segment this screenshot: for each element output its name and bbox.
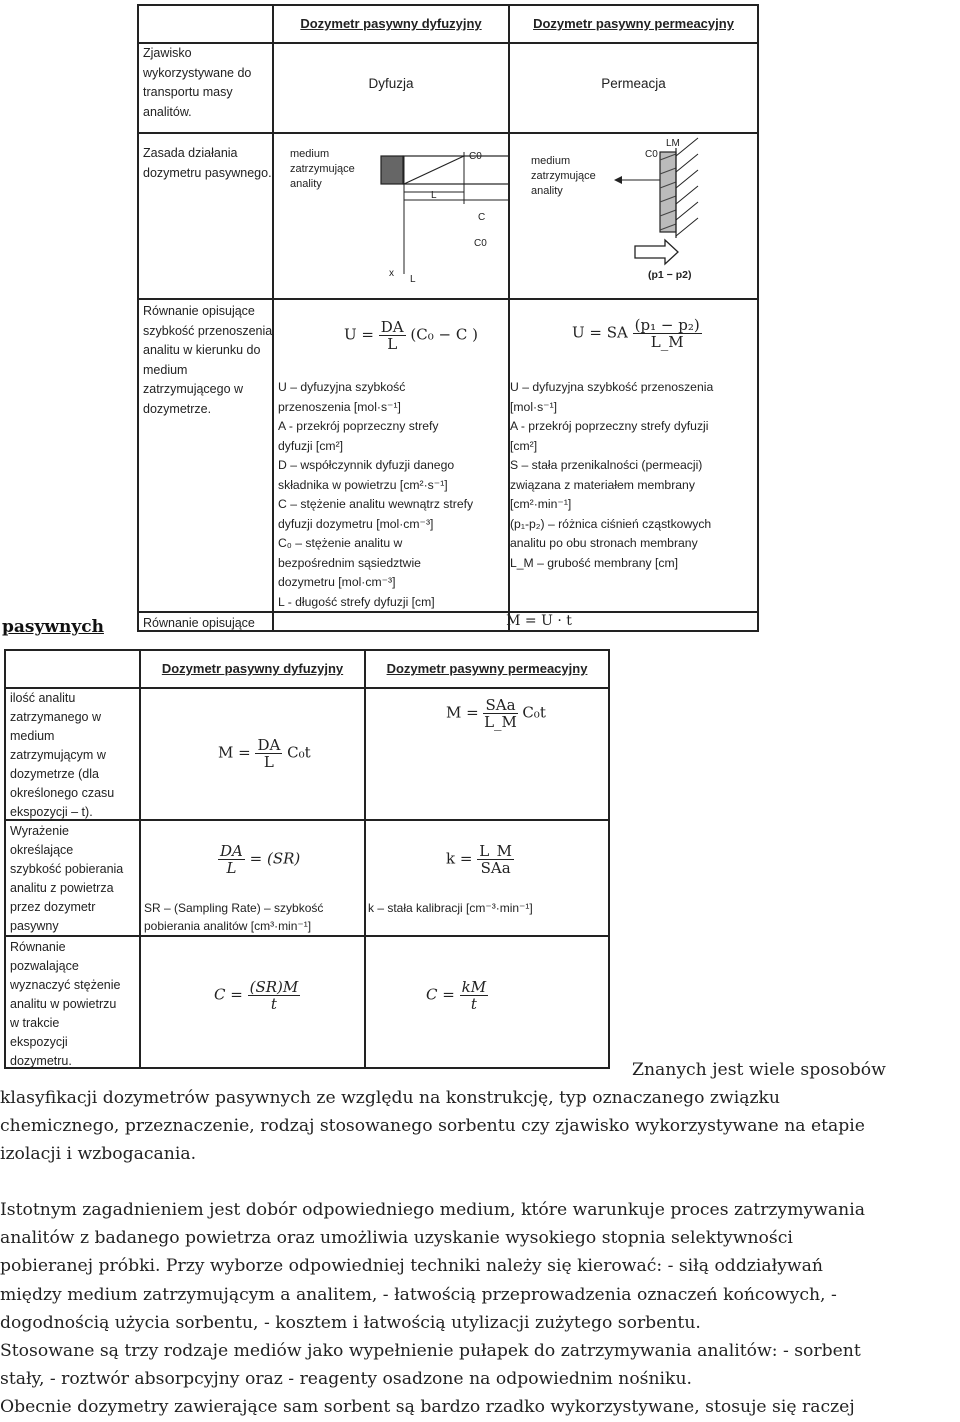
concentration-line xyxy=(404,156,464,184)
passive-dosimeter-table-1 xyxy=(137,4,759,632)
column-divider xyxy=(364,651,366,1067)
equation-mass-permeation: M = $\frac{\text{SAa}}{L\_M}$ C₀t xyxy=(446,696,546,731)
paragraph-2: Istotnym zagadnieniem jest dobór odpowiedniego medium, które warunkuje proces zatrzymywania analitów z badanego powietrza oraz umożliwia uzyskanie wysokiego stopnia selektywności pobieranej próbki. Przy wyborze odpowiedniej techniki należy się kierować: - siłą oddziaływań między medium zatrzymującym a analitem, - łatwością przeprowadzenia oznaczeń końcowych, - dogodnością użycia sorbentu, - kosztem i łatwością utylizacji zużytego sorbentu. Stosowane są trzy rodzaje mediów jako wypełnienie pułapek do zatrzymywania analitów: - sorbent stały, - roztwór absorpcyjny oraz - reagenty osadzone na odpowiednim nośniku. Obecnie dozymetry zawierające sam sorbent są bardzo rzadko wykorzystywane, stosuje się raczej xyxy=(0,1200,865,1418)
row-label-operating-principle: Zasada działania dozymetru pasywnego. xyxy=(143,146,272,180)
row-label-retained-amount: ilość analitu zatrzymanego w medium zatrzymującym w dozymetrze (dla określonego czasu ekspozycji – t). xyxy=(10,691,115,819)
membrane xyxy=(660,152,676,232)
legend-permeation: U – dyfuzyjna szybkość przenoszenia [mol·s⁻¹] A - przekrój poprzeczny strefy dyfuzji [cm²] S – stała przenikalności (permeacji) związana z materiałem membrany [cm²·min⁻¹] (p₁-p₂) – różnica ciśnień cząstkowych analitu po obu stronach membrany L_M – grubość membrany [cm] xyxy=(510,380,714,570)
label-x-axis: x xyxy=(389,268,394,279)
equation-calibration-constant: k = $\frac{L\_M}{\text{SAa}}$ xyxy=(446,842,513,877)
label-c0-permeation: C0 xyxy=(645,149,658,160)
label-LM: LM xyxy=(666,138,680,149)
passive-dosimeter-table-2 xyxy=(4,649,610,1069)
equation-concentration-permeation: C = $\frac{kM}{t}$ xyxy=(426,978,487,1013)
diffusion-diagram-medium-label: medium zatrzymujące anality xyxy=(290,148,355,190)
paragraph-1: klasyfikacji dozymetrów pasywnych ze względu na konstrukcję, typ oznaczanego związku chemicznego, przeznaczenie, rodzaj stosowanego sorbentu czy zjawisko wykorzystywane na etapie izolacji i wzbogacania. xyxy=(0,1088,865,1165)
row-label-transport-phenomenon: Zjawisko wykorzystywane do transportu masy analitów. xyxy=(143,46,252,119)
header-permeation: Dozymetr pasywny permeacyjny xyxy=(533,16,734,31)
label-c0-axis: C0 xyxy=(474,238,487,249)
legend-diffusion: U – dyfuzyjna szybkość przenoszenia [mol·s⁻¹] A - przekrój poprzeczny strefy dyfuzji [cm²] D – współczynnik dyfuzji danego składnika w powietrzu [cm²·s⁻¹] C – stężenie analitu wewnątrz strefy dyfuzji dozymetru [mol·cm⁻³] C₀ – stężenie analitu w bezpośrednim sąsiedztwie dozymetru [mol·cm⁻³] L - długość strefy dyfuzji [cm] xyxy=(278,380,474,609)
header-diffusive: Dozymetr pasywny dyfuzyjny xyxy=(161,661,344,676)
equation-mass: M = U · t xyxy=(506,613,572,629)
note-calibration-constant: k – stała kalibracji [cm⁻³·min⁻¹] xyxy=(368,901,533,915)
label-L-axis: L xyxy=(410,274,416,285)
row-divider xyxy=(139,298,757,300)
permeation-diagram-medium-label: medium zatrzymujące anality xyxy=(531,155,596,197)
label-c-axis: C xyxy=(478,212,486,223)
equation-sampling-rate: $\frac{DA}{L}$ = (SR) xyxy=(220,842,301,877)
label-pressure-difference: (p1 − p2) xyxy=(648,269,692,281)
note-sampling-rate: SR – (Sampling Rate) – szybkość pobierania analitów [cm³·min⁻¹] xyxy=(144,901,324,933)
row-label-transfer-rate-equation: Równanie opisujące szybkość przenoszenia analitu w kierunku do medium zatrzymującego w dozymetrze. xyxy=(143,304,273,416)
cell-diffusion: Dyfuzja xyxy=(368,76,414,91)
paragraph-1-start: Znanych jest wiele sposobów xyxy=(632,1060,886,1080)
word-pasywnych: pasywnych xyxy=(2,617,104,637)
equation-diffusion-rate: U = $\frac{DA}{L}$ (C₀ − C ) xyxy=(344,318,478,353)
label-L-top: L xyxy=(431,190,437,201)
header-diffusive: Dozymetr pasywny dyfuzyjny xyxy=(300,16,482,31)
header-permeation: Dozymetr pasywny permeacyjny xyxy=(386,661,588,676)
row-label-concentration: Równanie pozwalające wyznaczyć stężenie analitu w powietrzu w trakcie ekspozycji dozymetru. xyxy=(10,940,121,1068)
label-c0-top: C0 xyxy=(469,151,482,162)
row-label-equation-truncated: Równanie opisujące xyxy=(143,616,255,630)
flow-arrow-icon xyxy=(635,240,678,264)
sorbent-block xyxy=(381,156,403,184)
equation-mass-diffusion: M = $\frac{DA}{L}$ C₀t xyxy=(218,736,311,771)
row-label-sampling-rate: Wyrażenie określające szybkość pobierania analitu z powietrza przez dozymetr pasywny xyxy=(10,824,124,933)
permeation-diagram xyxy=(510,134,757,296)
equation-permeation-rate: U = SA $\frac{\text{(p₁ − p₂)}}{L\_M}$ xyxy=(572,316,700,351)
cell-permeation: Permeacja xyxy=(601,76,666,91)
equation-concentration-diffusion: C = $\frac{(SR)M}{t}$ xyxy=(214,978,299,1013)
